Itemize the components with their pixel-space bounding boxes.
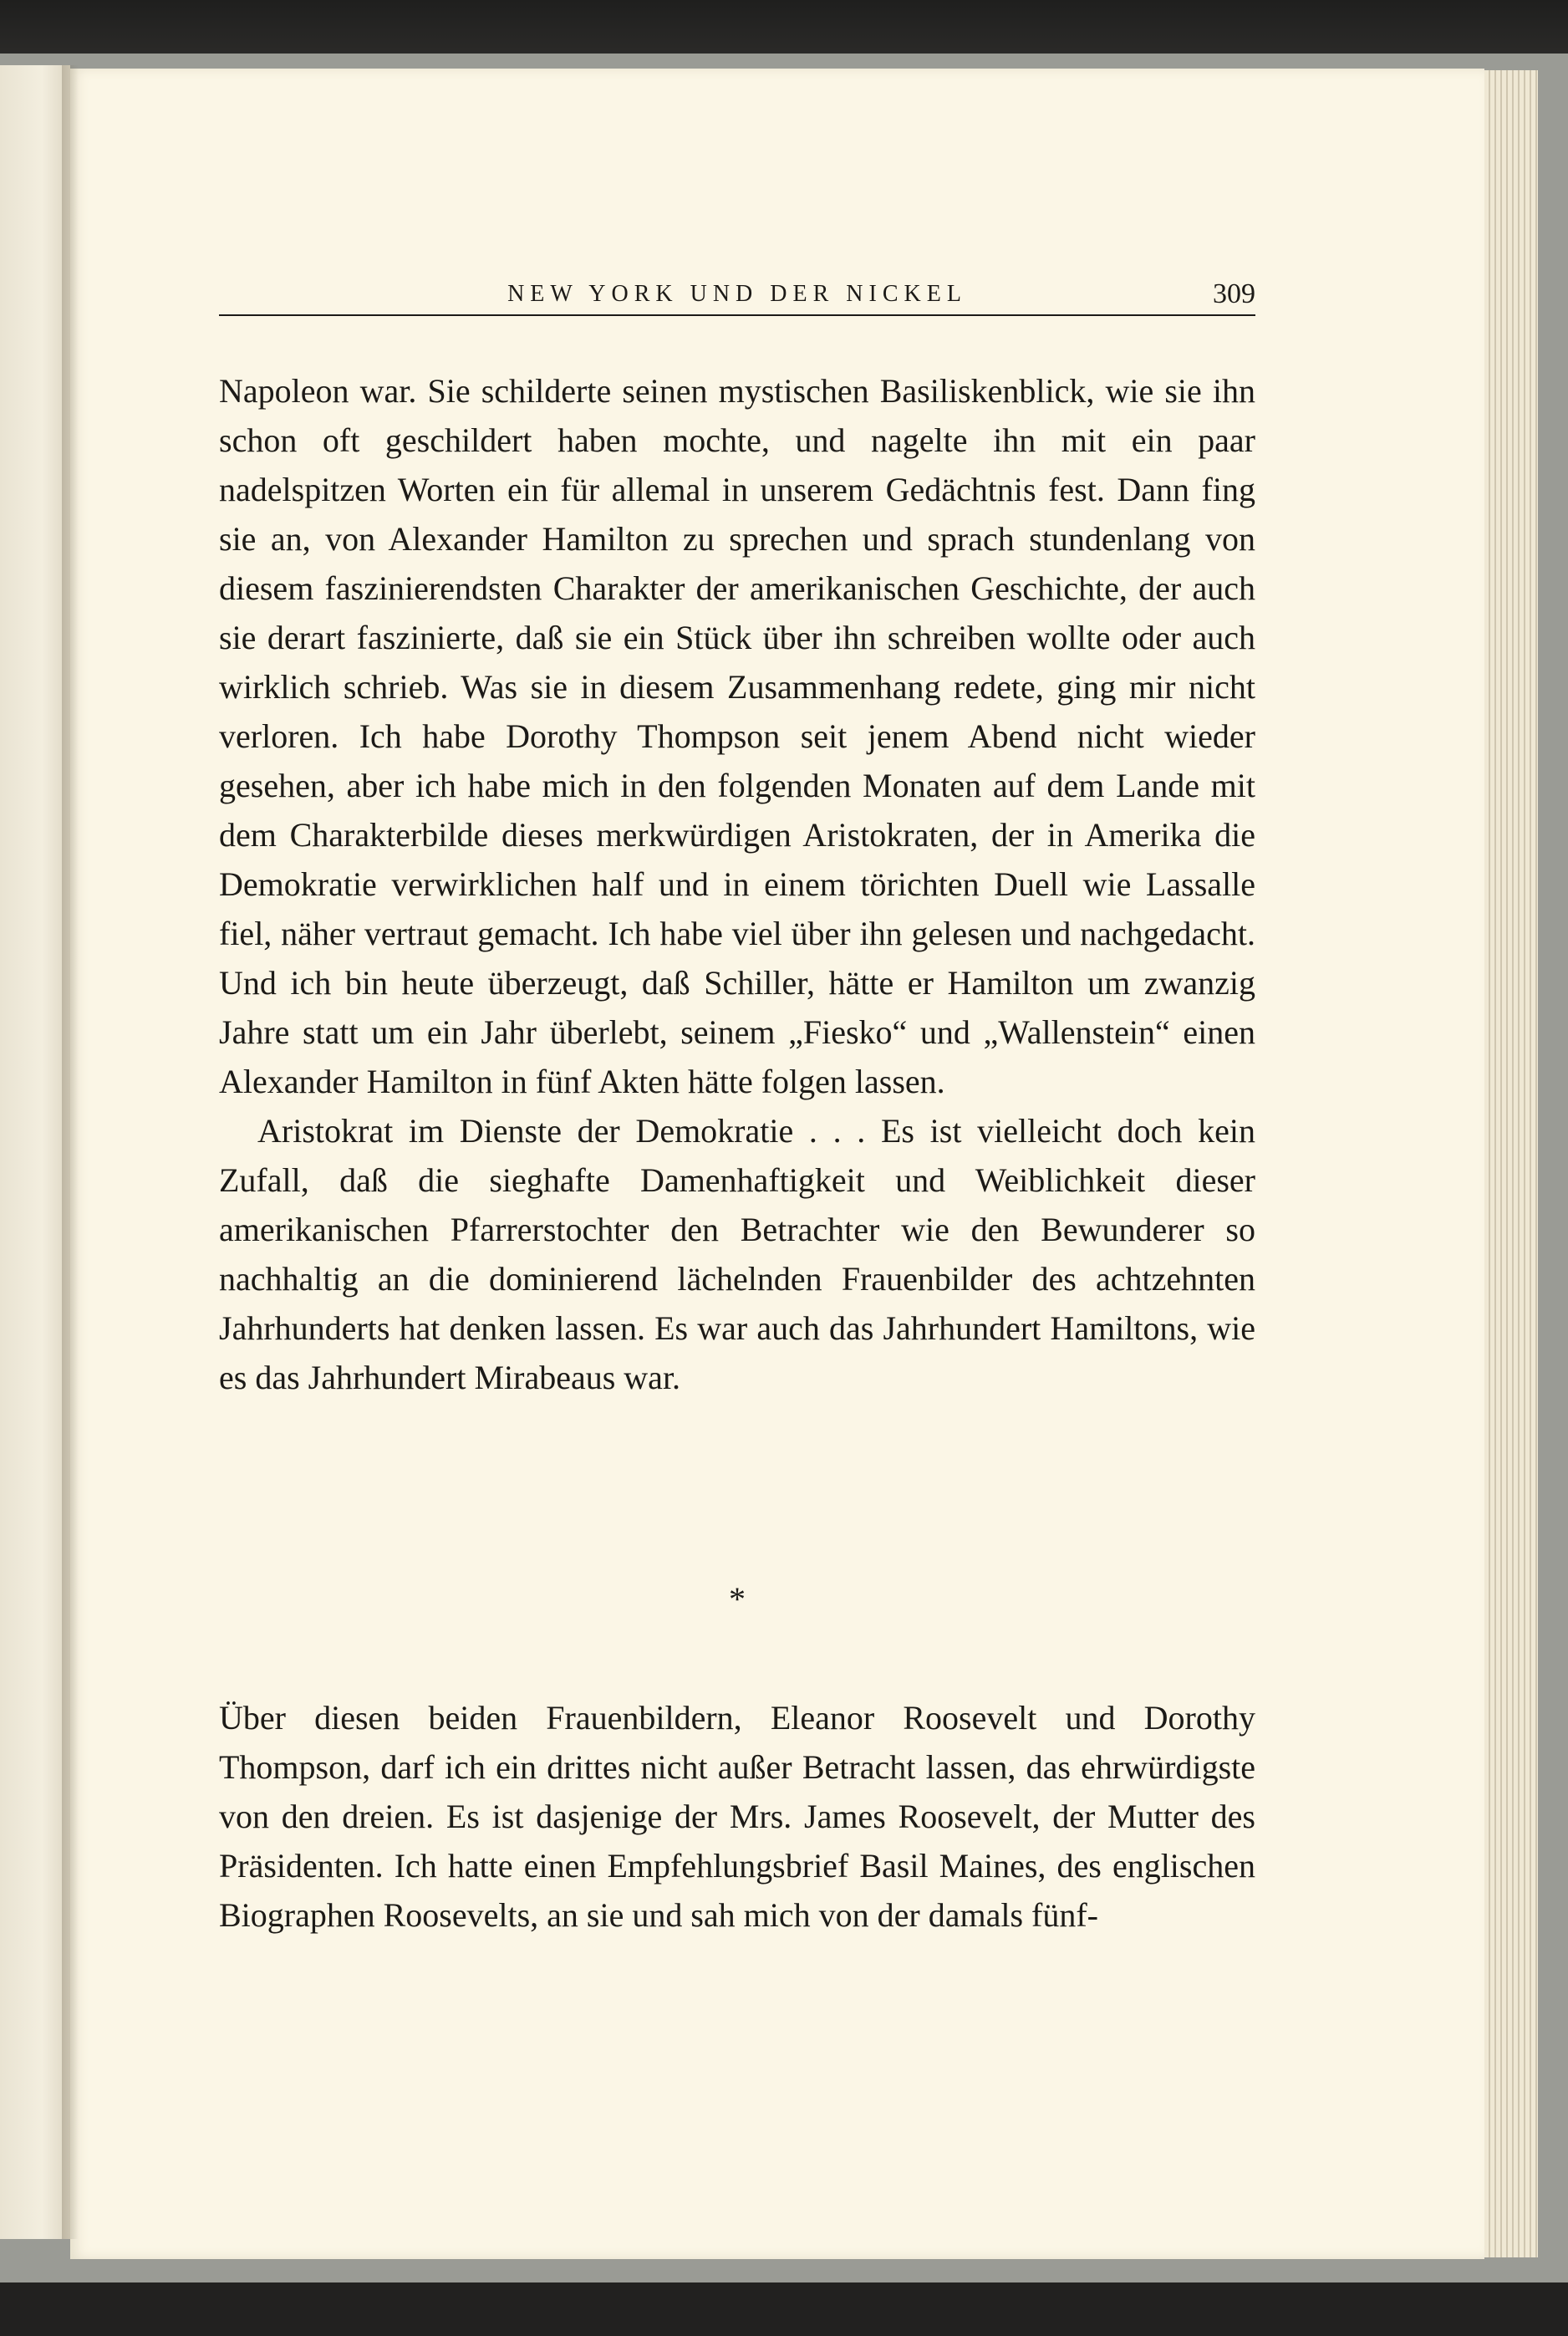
running-head bbox=[219, 276, 1255, 316]
section-break-asterisk: * bbox=[729, 1580, 746, 1618]
page-edges bbox=[1484, 70, 1538, 2257]
paragraph-hamilton: Napoleon war. Sie schilderte seinen mystischen Basiliskenblick, wie sie ihn schon oft geschildert haben mochte, und nagelte ihn mit ein paar nadelspitzen Worten ein für allemal in unserem Gedächtnis fest. Dann fing sie an, von Alexander Hamilton zu sprechen und sprach stundenlang von diesem faszinierendsten Charakter der amerikanischen Geschichte, der auch sie derart faszinierte, daß sie ein Stück über ihn schreiben wollte oder auch wirklich schrieb. Was sie in diesem Zusammenhang redete, ging mir nicht verloren. Ich habe Dorothy Thompson seit jenem Abend nicht wieder gesehen, aber ich habe mich in den folgenden Monaten auf dem Lande mit dem Charakterbilde dieses merkwürdigen Aristokraten, der in Amerika die Demokratie verwirklichen half und in einem törichten Duell wie Lassalle fiel, näher vertraut gemacht. Ich habe viel über ihn gelesen und nachgedacht. Und ich bin heute überzeugt, daß Schiller, hätte er Hamilton um zwanzig Jahre statt um ein Jahr überlebt, seinem „Fiesko“ und „Wallenstein“ einen Alexander Hamilton in fünf Akten hätte folgen lassen. bbox=[219, 372, 1255, 1100]
paragraph-frauenbilder: Über diesen beiden Frauenbildern, Eleanor Roosevelt und Dorothy Thompson, darf ich ein drittes nicht außer Betracht lassen, das ehrwürdigste von den dreien. Es ist dasjenige der Mrs. James Roosevelt, der Mutter des Präsidenten. Ich hatte einen Empfehlungsbrief Basil Maines, des englischen Biographen Roosevelts, an sie und sah mich von der damals fünf- bbox=[219, 1699, 1255, 1934]
bottom-background bbox=[0, 2282, 1568, 2336]
page-number: 309 bbox=[1213, 278, 1255, 309]
body-text-upper bbox=[219, 366, 1255, 1402]
running-head-title: NEW YORK UND DER NICKEL bbox=[507, 281, 967, 307]
paragraph-aristokrat: Aristokrat im Dienste der Demokratie . . . Es ist vielleicht doch kein Zufall, daß die sieghafte Damenhaftigkeit und Weiblichkeit dieser amerikanischen Pfarrerstochter den Betrachter wie den Bewunderer so nachhaltig an die dominierend lächelnden Frauenbilder des achtzehnten Jahrhunderts hat denken lassen. Es war auch das Jahrhundert Hamiltons, wie es das Jahrhundert Mirabeaus war. bbox=[219, 1112, 1255, 1396]
header-rule bbox=[219, 314, 1255, 316]
previous-page-edge bbox=[0, 65, 70, 2239]
body-text-lower bbox=[219, 1693, 1255, 1940]
book-spine-shadow bbox=[62, 65, 79, 2239]
